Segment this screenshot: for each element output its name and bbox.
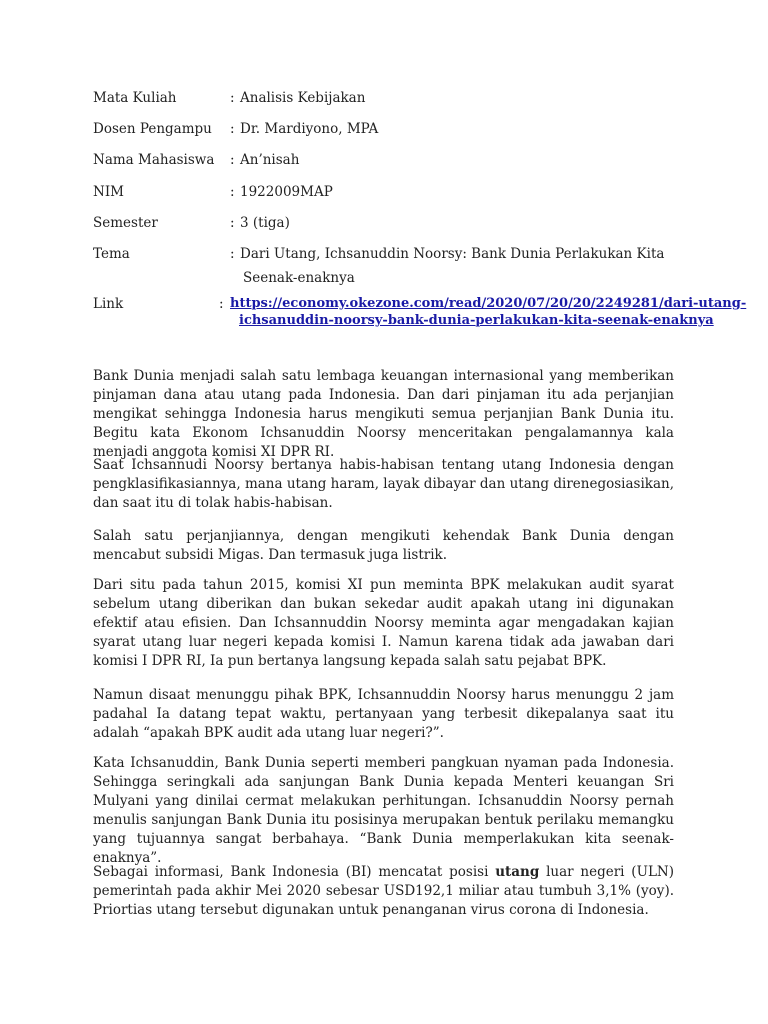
paragraph-7 (93, 863, 674, 920)
meta-label: Dosen Pengampu (93, 121, 212, 137)
meta-label: Link (93, 296, 124, 312)
meta-label: Nama Mahasiswa (93, 152, 215, 168)
source-link-line2[interactable]: ichsanuddin-noorsy-bank-dunia-perlakukan-kita-seenak-enaknya (239, 313, 714, 328)
meta-value: Dr. Mardiyono, MPA (240, 121, 379, 137)
meta-value: Seenak-enaknya (243, 270, 355, 286)
meta-label: Tema (93, 246, 130, 262)
meta-colon: : (230, 246, 235, 262)
meta-colon: : (230, 121, 235, 137)
meta-colon: : (230, 90, 235, 106)
meta-colon: : (230, 184, 235, 200)
meta-colon: : (219, 296, 224, 312)
paragraph-5: Namun disaat menunggu pihak BPK, Ichsannuddin Noorsy harus menunggu 2 jam padahal Ia datang tepat waktu, pertanyaan yang terbesit dikepalanya saat itu adalah “apakah BPK audit ada utang luar negeri?”. (93, 687, 674, 741)
meta-label: NIM (93, 184, 124, 200)
paragraph-7-bold: utang (495, 864, 540, 880)
source-link-line1[interactable]: https://economy.okezone.com/read/2020/07/20/20/2249281/dari-utang- (230, 296, 747, 311)
meta-value: 3 (tiga) (240, 215, 290, 231)
meta-colon: : (230, 215, 235, 231)
meta-value: Analisis Kebijakan (240, 90, 366, 106)
meta-value: 1922009MAP (240, 184, 333, 200)
paragraph-7-start: Sebagai informasi, Bank Indonesia (BI) mencatat posisi (93, 864, 496, 880)
meta-label: Semester (93, 215, 158, 231)
meta-colon: : (230, 152, 235, 168)
meta-value: An’nisah (240, 152, 300, 168)
paragraph-3: Salah satu perjanjiannya, dengan mengikuti kehendak Bank Dunia dengan mencabut subsidi Migas. Dan termasuk juga listrik. (93, 528, 674, 563)
paragraph-6: Kata Ichsanuddin, Bank Dunia seperti memberi pangkuan nyaman pada Indonesia. Sehingga seringkali ada sanjungan Bank Dunia kepada Menteri keuangan Sri Mulyani yang dinilai cermat melakukan perhitungan. Ichsanuddin Noorsy pernah menulis sanjungan Bank Dunia itu posisinya merupakan bentuk perilaku memangku yang tujuannya sangat berbahaya. “Bank Dunia memperlakukan kita seenak-enaknya”. (93, 755, 674, 866)
paragraph-1: Bank Dunia menjadi salah satu lembaga keuangan internasional yang memberikan pinjaman dana atau utang pada Indonesia. Dan dari pinjaman itu ada perjanjian mengikat sehingga Indonesia harus mengikuti semua perjanjian Bank Dunia itu. Begitu kata Ekonom Ichsanuddin Noorsy menceritakan pengalamannya kala menjadi anggota komisi XI DPR RI. (93, 368, 674, 460)
meta-value: Dari Utang, Ichsanuddin Noorsy: Bank Dunia Perlakukan Kita (240, 246, 665, 262)
paragraph-7-end: luar negeri (ULN) pemerintah pada akhir Mei 2020 sebesar USD192,1 miliar atau tumbuh 3,1% (yoy). Priortias utang tersebut digunakan untuk penanganan virus corona di Indonesia. (93, 864, 674, 918)
meta-label: Mata Kuliah (93, 90, 177, 106)
paragraph-2: Saat Ichsannudi Noorsy bertanya habis-habisan tentang utang Indonesia dengan pengklasifikasiannya, mana utang haram, layak dibayar dan utang direnegosiasikan, dan saat itu di tolak habis-habisan. (93, 457, 674, 511)
paragraph-4: Dari situ pada tahun 2015, komisi XI pun meminta BPK melakukan audit syarat sebelum utang diberikan dan bukan sekedar audit apakah utang ini digunakan efektif atau efisien. Dan Ichsannuddin Noorsy meminta agar mengadakan kajian syarat utang luar negeri kepada komisi I. Namun karena tidak ada jawaban dari komisi I DPR RI, Ia pun bertanya langsung kepada salah satu pejabat BPK. (93, 577, 674, 669)
